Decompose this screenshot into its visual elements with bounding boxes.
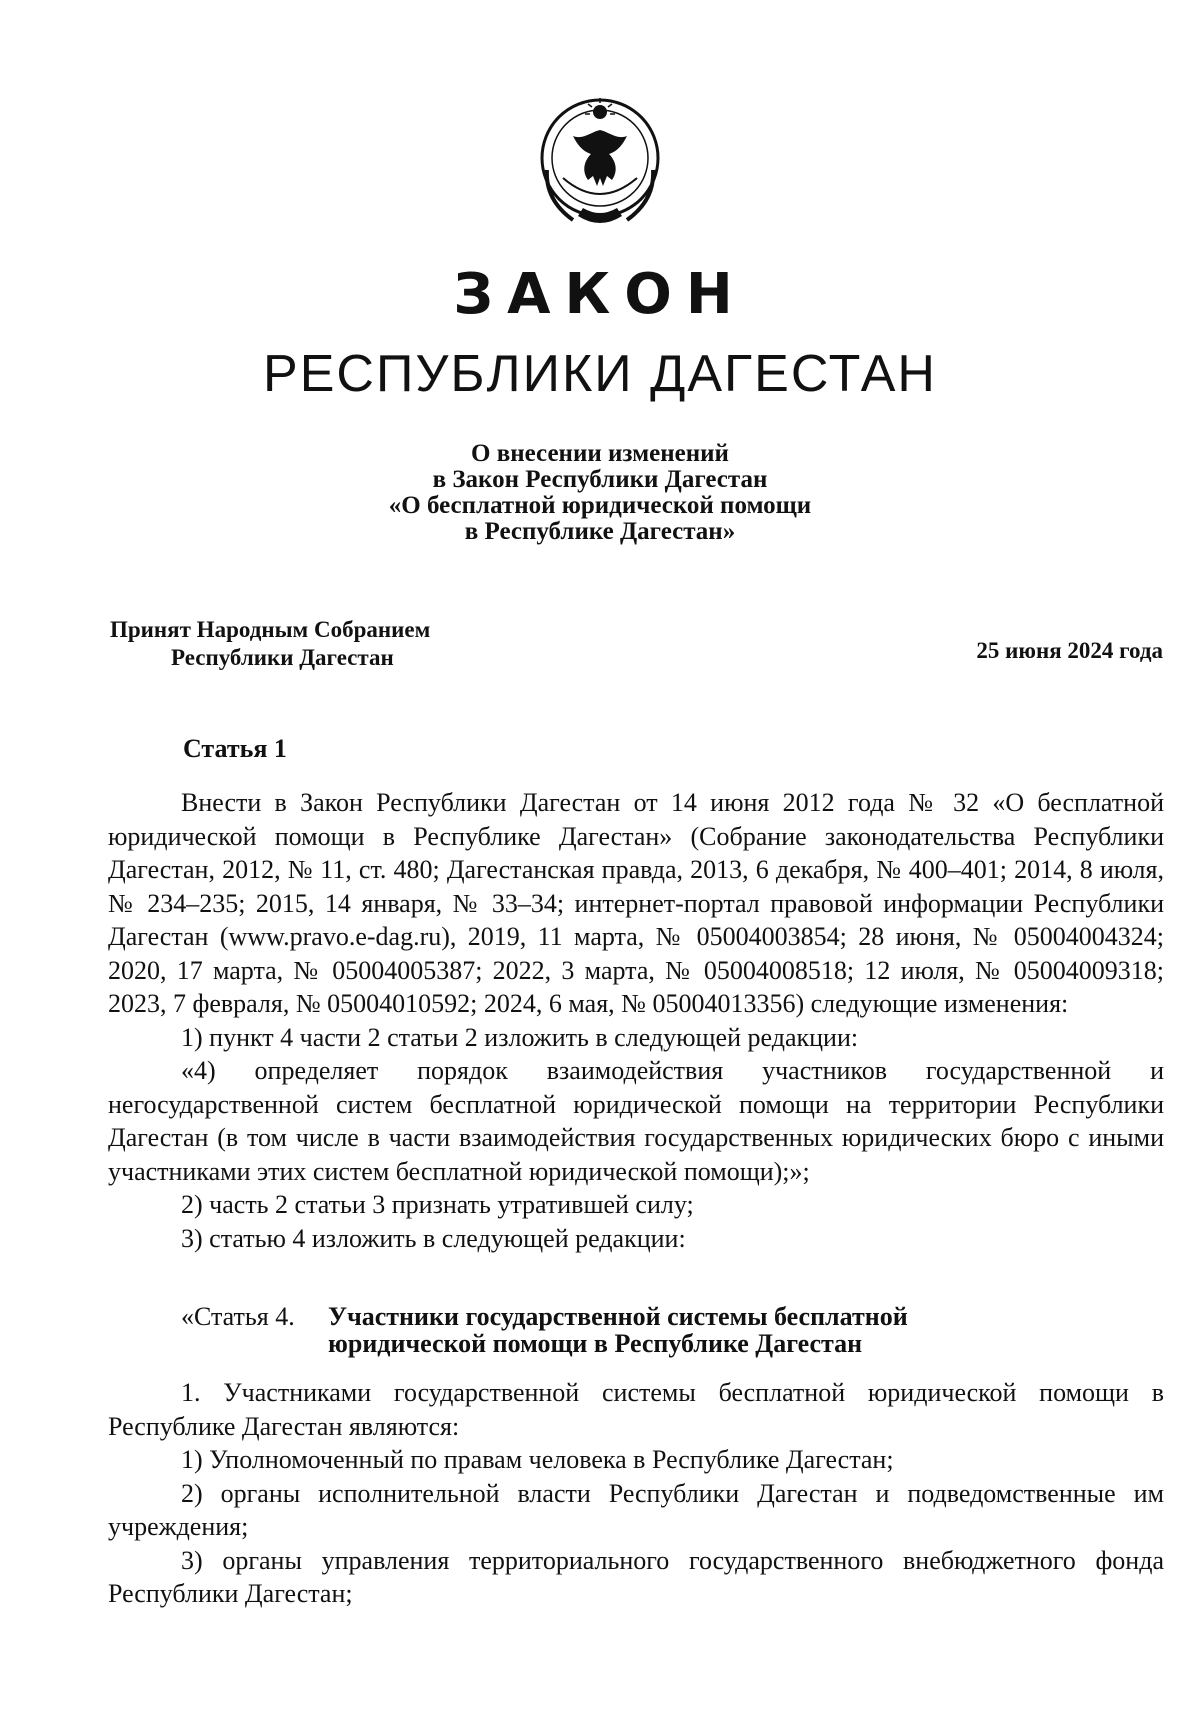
adoption-line: Принят Народным Собранием <box>110 617 431 642</box>
coat-of-arms-dagestan-icon <box>533 90 667 240</box>
paragraph: «4) определяет порядок взаимодействия участников государственной и негосударственной систем бесплатной юридической помощи на территории Республики Дагестан (в том числе в части взаимодействия государственных юридических бюро с иными участниками этих систем бесплатной юридической помощи);»; <box>108 1056 1164 1186</box>
paragraph: 2) часть 2 статьи 3 признать утратившей силу; <box>181 1190 694 1219</box>
document-title: ЗАКОН <box>453 262 747 327</box>
heading-line: в Закон Республики Дагестан <box>432 466 768 493</box>
heading-line: «О бесплатной юридической помощи <box>388 492 812 519</box>
list-item: 1) Уполномоченный по правам человека в Республике Дагестан; <box>181 1445 894 1474</box>
paragraph: 3) статью 4 изложить в следующей редакции: <box>181 1223 686 1253</box>
heading-line: О внесении изменений <box>471 440 729 467</box>
article-title: Статья 1 <box>183 734 287 763</box>
heading-line: в Республике Дагестан» <box>464 518 736 545</box>
article4-title <box>328 1303 908 1357</box>
adoption-line: Республики Дагестан <box>171 645 394 670</box>
paragraph: Внести в Закон Республики Дагестан от 14 июня 2012 года № 32 «О бесплатной юридической помощи в Республике Дагестан» (Собрание законодательства Республики Дагестан, 2012, № 11, ст. 480; Дагестанская правда, 2013, 6 декабря, № 400–401; 2014, 8 июля, № 234–235; 2015, 14 января, № 33–34; интернет-портал правовой информации Республики Дагестан (www.pravo.e-dag.ru), 2019, 11 марта, № 05004003854; 28 июня, № 05004004324; 2020, 17 марта, № 05004005387; 2022, 3 марта, № 05004008518; 12 июля, № 05004009318; 2023, 7 февраля, № 05004010592; 2024, 6 мая, № 05004013356) следующие изменения: <box>108 788 1164 1018</box>
article4-title-line: Участники государственной системы бесплатной <box>328 1302 908 1331</box>
list-item: 2) органы исполнительной власти Республики Дагестан и подведомственные им учреждения; <box>108 1478 1164 1541</box>
article4-body <box>108 1376 1164 1611</box>
adoption-note <box>110 616 430 672</box>
paragraph: 1) пункт 4 части 2 статьи 2 изложить в следующей редакции: <box>181 1022 859 1052</box>
list-item: 3) органы управления территориального государственного внебюджетного фонда Республики Дагестан; <box>108 1545 1164 1608</box>
article-body <box>108 786 1164 1255</box>
document-subtitle: РЕСПУБЛИКИ ДАГЕСТАН <box>263 345 937 403</box>
law-heading <box>300 441 900 545</box>
article4-title-line: юридической помощи в Республике Дагестан <box>328 1329 863 1358</box>
article4-heading <box>181 1303 908 1357</box>
article4-label: «Статья 4. <box>181 1302 295 1331</box>
adoption-date: 25 июня 2024 года <box>976 638 1163 663</box>
paragraph: 1. Участниками государственной системы бесплатной юридической помощи в Республике Дагестан являются: <box>108 1378 1164 1441</box>
